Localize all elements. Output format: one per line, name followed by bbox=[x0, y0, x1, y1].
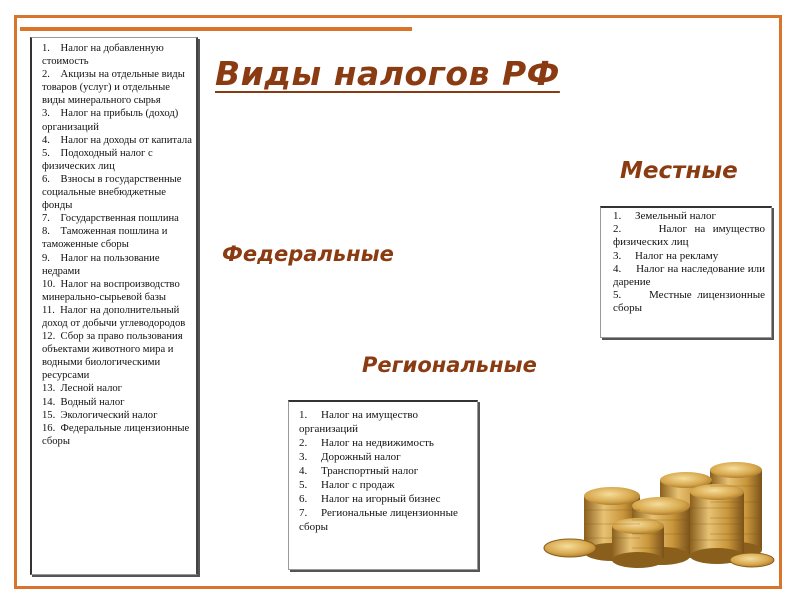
list-item: 1. Земельный налог bbox=[613, 210, 717, 222]
list-item: 7. Региональные лицензионные сборы bbox=[299, 507, 458, 533]
list-item: 3. Дорожный налог bbox=[299, 451, 401, 463]
federal-taxes-heading: Федеральные bbox=[222, 242, 394, 266]
list-item: 4. Налог на доходы от капитала bbox=[42, 134, 192, 146]
gold-coin-stacks-icon bbox=[540, 452, 780, 572]
list-item: 12. Сбор за право пользования объектами животного мира и водными биологическими ресурсами bbox=[42, 331, 183, 382]
list-item: 7. Государственная пошлина bbox=[42, 213, 179, 225]
list-item: 15. Экологический налог bbox=[42, 409, 158, 421]
list-item: 8. Таможенная пошлина и таможенные сборы bbox=[42, 226, 168, 251]
list-item: 16. Федеральные лицензионные сборы bbox=[42, 422, 190, 447]
list-item: 5. Налог с продаж bbox=[299, 479, 395, 491]
list-item: 6. Взносы в государственные социальные внебюджетные фонды bbox=[42, 173, 182, 212]
local-taxes-heading: Местные bbox=[620, 158, 738, 184]
list-item: 1. Налог на имущество организаций bbox=[299, 409, 418, 435]
list-item: 11. Налог на дополнительный доход от добычи углеводородов bbox=[42, 304, 186, 329]
top-rule bbox=[20, 27, 412, 31]
list-item: 5. Местные лицензионные сборы bbox=[613, 289, 765, 315]
list-item: 3. Налог на прибыль (доход) организаций bbox=[42, 108, 179, 133]
list-item: 2. Акцизы на отдельные виды товаров (услуг) и отдельные виды минерального сырья bbox=[42, 69, 185, 107]
list-item: 9. Налог на пользование недрами bbox=[42, 252, 160, 277]
list-item: 1. Налог на добавленную стоимость bbox=[42, 43, 164, 68]
list-item: 4. Транспортный налог bbox=[299, 465, 419, 477]
list-item: 4. Налог на наследование или дарение bbox=[613, 262, 765, 289]
local-taxes-list bbox=[600, 206, 772, 338]
list-item: 2. Налог на недвижимость bbox=[299, 437, 434, 449]
list-item: 14. Водный налог bbox=[42, 396, 125, 408]
list-item: 2. Налог на имущество физических лиц bbox=[613, 223, 765, 249]
regional-taxes-list bbox=[288, 400, 478, 570]
list-item: 13. Лесной налог bbox=[42, 383, 122, 395]
list-item: 10. Налог на воспроизводство минерально-сырьевой базы bbox=[42, 278, 180, 303]
regional-taxes-heading: Региональные bbox=[362, 353, 537, 377]
list-item: 3. Налог на рекламу bbox=[613, 249, 719, 262]
slide-title: Виды налогов РФ bbox=[215, 54, 560, 93]
list-item: 6. Налог на игорный бизнес bbox=[299, 493, 441, 505]
federal-taxes-list bbox=[30, 37, 198, 575]
list-item: 5. Подоходный налог с физических лиц bbox=[42, 147, 153, 172]
